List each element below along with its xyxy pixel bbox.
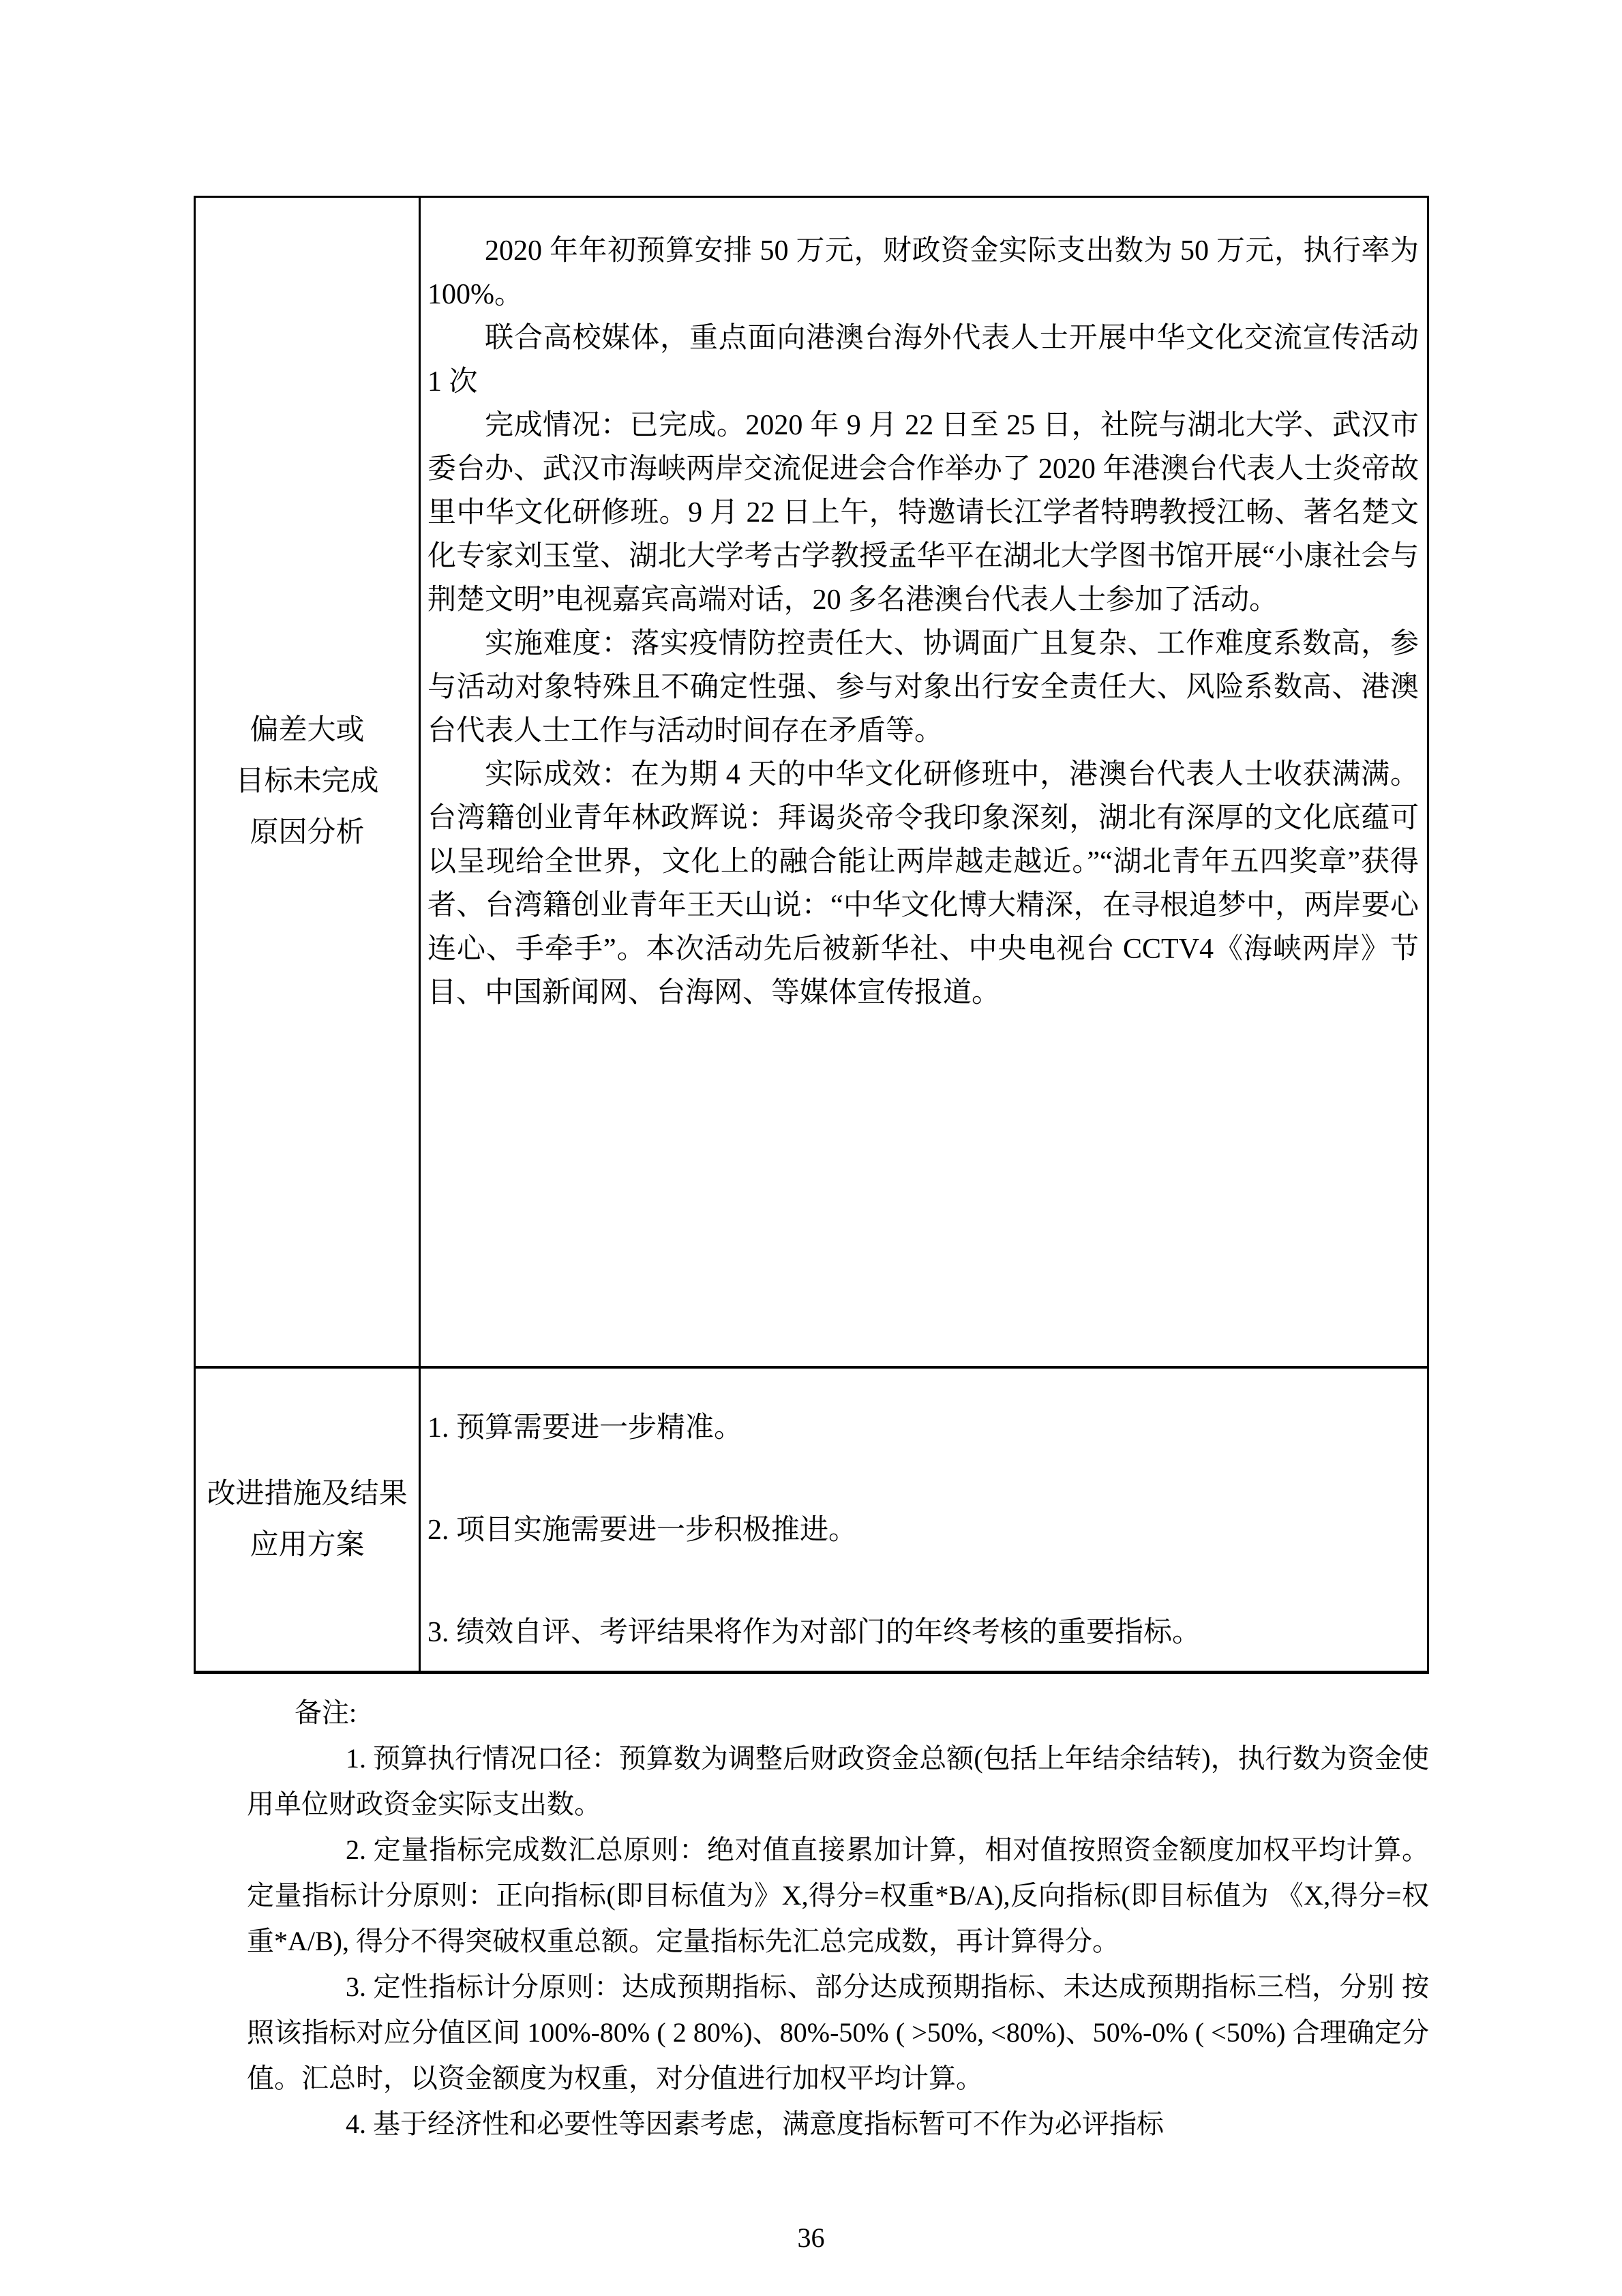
improvement-measures-content <box>421 1366 1427 1671</box>
note-item-2: 2. 定量指标完成数汇总原则：绝对值直接累加计算，相对值按照资金额度加权平均计算。 定量指标计分原则：正向指标(即目标值为》X,得分=权重*B/A),反向指标(即目标值为 《X,得分=权重*A/B), 得分不得突破权重总额。定量指标先汇总完成数，再计算得分。 <box>247 1834 1429 1956</box>
notes-title: 备注: <box>295 1697 357 1728</box>
row-label-deviation-analysis <box>196 198 421 1366</box>
note-item-1: 1. 预算执行情况口径：预算数为调整后财政资金总额(包括上年结余结转)，执行数为资金使用单位财政资金实际支出数。 <box>247 1743 1429 1819</box>
label-line: 应用方案 <box>250 1529 365 1561</box>
label-line: 原因分析 <box>250 817 365 848</box>
deviation-analysis-content <box>421 198 1427 1366</box>
paragraph-budget-execution: 2020 年年初预算安排 50 万元，财政资金实际支出数为 50 万元，执行率为 100%。 <box>427 235 1419 310</box>
paragraph-implementation-difficulty: 实施难度：落实疫情防控责任大、协调面广且复杂、工作难度系数高，参与活动对象特殊且不确定性强、参与对象出行安全责任大、风险系数高、港澳台代表人士工作与活动时间存在矛盾等。 <box>427 628 1419 747</box>
performance-evaluation-table <box>194 196 1429 1674</box>
note-item-4: 4. 基于经济性和必要性等因素考虑，满意度指标暂可不作为必评指标 <box>346 2108 1164 2139</box>
row-label-improvement-measures <box>196 1366 421 1671</box>
measure-item-2: 2. 项目实施需要进一步积极推进。 <box>427 1515 858 1546</box>
paragraph-actual-results: 实际成效：在为期 4 天的中华文化研修班中，港澳台代表人士收获满满。台湾籍创业青年林政辉说：拜谒炎帝令我印象深刻，湖北有深厚的文化底蕴可以呈现给全世界，文化上的融合能让两岸越走越近。”“湖北青年五四奖章”获得者、台湾籍创业青年王天山说：“中华文化博大精深，在寻根追梦中，两岸要心连心、手牵手”。本次活动先后被新华社、中央电视台 CCTV4《海峡两岸》节目、中国新闻网、台海网、等媒体宣传报道。 <box>427 759 1419 1009</box>
paragraph-completion-status: 完成情况：已完成。2020 年 9 月 22 日至 25 日，社院与湖北大学、武汉市委台办、武汉市海峡两岸交流促进会合作举办了 2020 年港澳台代表人士炎帝故里中华文化研修班。9 月 22 日上午，特邀请长江学者特聘教授江畅、著名楚文化专家刘玉堂、湖北大学考古学教授孟华平在湖北大学图书馆开展“小康社会与荆楚文明”电视嘉宾高端对话，20 多名港澳台代表人士参加了活动。 <box>427 410 1419 616</box>
note-item-3: 3. 定性指标计分原则：达成预期指标、部分达成预期指标、未达成预期指标三档，分别 按照该指标对应分值区间 100%-80% ( 2 80%)、80%-50% ( >50%, <80%)、50%-0% ( <50%) 合理确定分值。汇总时，以资金额度为权重，对分值进行加权平均计算。 <box>247 1971 1429 2093</box>
label-line: 改进措施及结果 <box>207 1478 408 1510</box>
measure-item-3: 3. 绩效自评、考评结果将作为对部门的年终考核的重要指标。 <box>427 1617 1201 1648</box>
notes-section <box>247 1690 1429 2147</box>
measure-item-1: 1. 预算需要进一步精准。 <box>427 1412 743 1444</box>
paragraph-activity-plan: 联合高校媒体，重点面向港澳台海外代表人士开展中华文化交流宣传活动 1 次 <box>427 323 1419 398</box>
page-number: 36 <box>797 2222 825 2253</box>
label-line: 目标未完成 <box>235 766 379 797</box>
label-line: 偏差大或 <box>250 715 365 746</box>
